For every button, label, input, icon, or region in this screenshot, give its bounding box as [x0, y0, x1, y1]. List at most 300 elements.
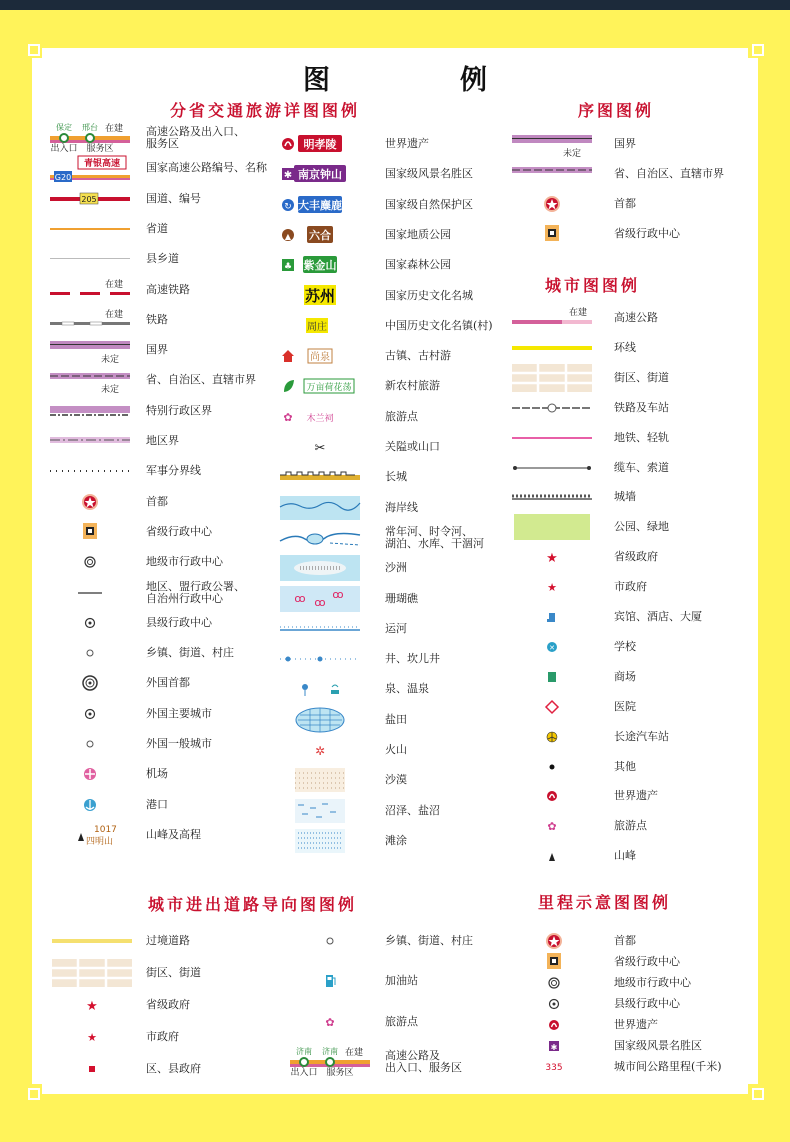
legend-item	[280, 462, 505, 492]
legend-item	[280, 159, 505, 189]
foreign-city-icon	[50, 729, 130, 759]
legend-item-label: 运河	[385, 622, 407, 635]
legend-item	[50, 335, 296, 365]
legend-item-label: 珊瑚礁	[385, 592, 418, 605]
legend-item-label: 省道	[146, 222, 168, 235]
legend-item	[290, 1047, 505, 1077]
legend-item	[512, 303, 754, 333]
legend-item-label: 海岸线	[385, 501, 418, 514]
other-icon	[512, 752, 592, 782]
legend-item-label: 井、坎儿井	[385, 652, 440, 665]
legend-item	[280, 371, 505, 401]
legend-item-label: 铁路及车站	[614, 401, 669, 414]
legend-item-label: 沙漠	[385, 773, 407, 786]
town-icon	[290, 926, 370, 956]
park-icon	[512, 512, 592, 542]
marsh-icon	[280, 796, 360, 826]
legend-item-label: 古镇、古村游	[385, 349, 451, 362]
legend-item-label: 其他	[614, 760, 636, 773]
great-wall-icon	[280, 462, 360, 492]
legend-item	[280, 735, 505, 765]
legend-item	[512, 841, 754, 871]
legend-item-label: 市政府	[146, 1030, 179, 1043]
salt-field-icon	[280, 705, 360, 735]
svg-text:万亩荷花荡: 万亩荷花荡	[306, 383, 352, 393]
legend-item-label: 机场	[146, 767, 168, 780]
prefecture-office-icon	[50, 578, 130, 608]
svg-text:ꝏ: ꝏ	[332, 588, 344, 601]
legend-item	[512, 159, 754, 189]
legend-item	[280, 584, 505, 614]
svg-text:邢台: 邢台	[82, 123, 98, 132]
svg-text:▲: ▲	[284, 232, 292, 241]
tourist-spot-icon	[512, 811, 592, 841]
frame-corner	[748, 40, 766, 58]
legend-item-label: 外国主要城市	[146, 707, 212, 720]
svg-text:保定: 保定	[56, 123, 72, 132]
legend-item-label: 首都	[614, 934, 636, 947]
legend-item-label: 国家高速公路编号、名称	[146, 161, 267, 174]
sandbar-icon	[280, 553, 360, 583]
svg-text:服务区: 服务区	[326, 1068, 354, 1078]
river-lake-icon	[280, 523, 360, 553]
mall-icon	[512, 662, 592, 692]
svg-text:★: ★	[547, 581, 557, 594]
legend-item-label: 缆车、索道	[614, 461, 669, 474]
ancient-town-icon	[280, 341, 360, 371]
railway-station-icon	[512, 393, 592, 423]
legend-item	[50, 608, 296, 638]
legend-item-label: 国家级风景名胜区	[385, 167, 473, 180]
legend-item	[512, 602, 754, 632]
legend-item-label: 沙洲	[385, 561, 407, 574]
svg-text:出入口: 出入口	[50, 144, 78, 154]
legend-item	[50, 214, 296, 244]
legend-item-label: 国界	[614, 137, 636, 150]
legend-item-label: 中国历史文化名镇(村)	[385, 319, 493, 332]
svg-text:✱: ✱	[283, 170, 293, 181]
foreign-major-city-icon	[50, 699, 130, 729]
svg-text:木兰祠: 木兰祠	[306, 414, 334, 424]
legend-item-label: 宾馆、酒店、大厦	[614, 610, 702, 623]
legend-item	[52, 926, 266, 956]
svg-text:四明山: 四明山	[86, 837, 114, 847]
legend-item-label: 乡镇、街道、村庄	[146, 646, 234, 659]
legend-item	[280, 523, 505, 553]
legend-item-label: 长途汽车站	[614, 730, 669, 743]
legend-item	[280, 705, 505, 735]
port-icon	[50, 790, 130, 820]
legend-item-label: 公园、绿地	[614, 520, 669, 533]
svg-text:✱: ✱	[550, 1043, 558, 1052]
airport-icon	[50, 759, 130, 789]
expressway-entrance-icon	[290, 1047, 370, 1077]
svg-text:青银高速: 青银高速	[83, 159, 121, 169]
legend-item	[512, 333, 754, 363]
legend-item	[50, 578, 296, 608]
world-heritage-icon	[512, 781, 592, 811]
historic-city-icon	[280, 281, 360, 311]
legend-item-label: 旅游点	[614, 819, 647, 832]
legend-item	[512, 393, 754, 423]
prefecture-border-icon	[50, 426, 130, 456]
frame-corner	[748, 1084, 766, 1102]
legend-item	[280, 826, 505, 856]
legend-item	[52, 990, 266, 1020]
legend-item	[50, 759, 296, 789]
legend-item-label: 学校	[614, 640, 636, 653]
legend-item	[512, 811, 754, 841]
town-icon	[50, 638, 130, 668]
legend-item	[280, 281, 505, 311]
svg-text:出入口: 出入口	[290, 1068, 318, 1078]
legend-item-label: 乡镇、街道、村庄	[385, 934, 473, 947]
svg-text:济南: 济南	[322, 1047, 338, 1056]
bus-station-icon	[512, 722, 592, 752]
coral-reef-icon	[280, 584, 360, 614]
legend-item	[512, 423, 754, 453]
legend-item	[280, 190, 505, 220]
spring-icon	[280, 674, 360, 704]
provincial-government-icon	[512, 542, 592, 572]
city-government-icon	[512, 572, 592, 602]
national-road-icon	[50, 184, 130, 214]
rural-tourism-icon	[280, 371, 360, 401]
provincial-border-icon	[512, 159, 592, 189]
svg-text:大丰麋鹿: 大丰麋鹿	[298, 199, 342, 212]
legend-item-label: 旅游点	[385, 410, 418, 423]
legend-item-label: 港口	[146, 798, 168, 811]
svg-text:★: ★	[87, 1031, 97, 1044]
legend-item	[512, 219, 754, 249]
legend-item-label: 省级行政中心	[614, 955, 680, 968]
well-icon	[280, 644, 360, 674]
legend-item	[512, 453, 754, 483]
legend-item	[52, 958, 266, 988]
legend-item	[50, 275, 296, 305]
svg-text:G20: G20	[54, 173, 72, 182]
capital-icon	[512, 189, 592, 219]
legend-item-label: 高速铁路	[146, 283, 190, 296]
svg-text:✿: ✿	[325, 1016, 335, 1029]
legend-item-label: 国家地质公园	[385, 228, 451, 241]
volcano-icon	[280, 735, 360, 765]
legend-item-label: 火山	[385, 743, 407, 756]
provincial-capital-icon	[50, 517, 130, 547]
legend-item-label: 市政府	[614, 580, 647, 593]
expressway-icon	[512, 303, 592, 333]
canal-icon	[280, 614, 360, 644]
svg-text:在建: 在建	[568, 308, 588, 318]
legend-item-label: 首都	[614, 197, 636, 210]
svg-text:周庄: 周庄	[307, 322, 327, 333]
legend-item-label: 旅游点	[385, 1015, 418, 1028]
svg-text:★: ★	[86, 999, 98, 1014]
legend-item	[280, 341, 505, 371]
legend-item-label: 滩涂	[385, 834, 407, 847]
legend-item-label: 省级政府	[614, 550, 658, 563]
legend-item	[280, 311, 505, 341]
legend-item-label: 铁路	[146, 313, 168, 326]
legend-item	[290, 966, 505, 996]
foreign-capital-icon	[50, 668, 130, 698]
tourist-spot-icon	[290, 1007, 370, 1037]
capital-icon	[50, 487, 130, 517]
legend-item	[512, 692, 754, 722]
provincial-capital-icon	[512, 219, 592, 249]
svg-text:紫金山: 紫金山	[303, 259, 337, 272]
svg-text:南京钟山: 南京钟山	[298, 168, 342, 181]
military-line-icon	[50, 456, 130, 486]
legend-item-label: 国家级风景名胜区	[614, 1039, 702, 1052]
legend-item	[50, 365, 296, 395]
legend-item-label: 国家历史文化名城	[385, 289, 473, 302]
district-government-icon	[52, 1054, 132, 1084]
legend-item	[290, 926, 505, 956]
scenic-area-icon	[280, 159, 360, 189]
transit-road-icon	[52, 926, 132, 956]
legend-item-label: 城墙	[614, 490, 636, 503]
legend-item-label: 街区、街道	[146, 966, 201, 979]
legend-item-label: 街区、街道	[614, 371, 669, 384]
legend-item-label: 国道、编号	[146, 192, 201, 205]
legend-item-label: 省、自治区、直辖市界	[146, 373, 256, 386]
svg-text:335: 335	[545, 1063, 563, 1073]
legend-item	[512, 189, 754, 219]
svg-text:✕: ✕	[549, 644, 555, 652]
page-title: 图例	[303, 65, 617, 96]
legend-item	[50, 729, 296, 759]
world-heritage-icon	[280, 129, 360, 159]
tourist-spot-icon	[280, 402, 360, 432]
svg-text:明孝陵: 明孝陵	[303, 138, 337, 151]
legend-item	[280, 493, 505, 523]
legend-item-label: 医院	[614, 700, 636, 713]
legend-item-label: 加油站	[385, 974, 418, 987]
ring-road-icon	[512, 333, 592, 363]
legend-item-label: 县级行政中心	[146, 616, 212, 629]
svg-text:未定: 未定	[100, 355, 120, 365]
legend-item-label: 高速公路及 出入口、服务区	[385, 1049, 462, 1074]
legend-item-label: 外国首都	[146, 676, 190, 689]
svg-text:未定: 未定	[562, 149, 582, 159]
svg-text:★: ★	[546, 551, 558, 566]
legend-item	[280, 129, 505, 159]
legend-item	[512, 662, 754, 692]
legend-item-label: 常年河、时令河、 湖泊、水库、干涸河	[385, 525, 484, 550]
svg-text:尚泉: 尚泉	[310, 352, 330, 363]
gas-station-icon	[290, 966, 370, 996]
legend-item-label: 国家森林公园	[385, 258, 451, 271]
legend-item-label: 特别行政区界	[146, 404, 212, 417]
legend-item	[290, 1007, 505, 1037]
legend-item	[50, 153, 296, 183]
legend-item-label: 城市间公路里程(千米)	[614, 1060, 722, 1073]
provincial-government-icon	[52, 990, 132, 1020]
legend-item-label: 关隘或山口	[385, 440, 440, 453]
svg-text:205: 205	[81, 195, 97, 204]
legend-item	[50, 547, 296, 577]
provincial-border-icon	[50, 365, 130, 395]
section-title-road-guide: 城市进出道路导向图图例	[148, 895, 358, 914]
section-title-city: 城市图图例	[545, 276, 641, 295]
high-speed-rail-icon	[50, 275, 130, 305]
county-road-icon	[50, 244, 130, 274]
street-block-icon	[512, 363, 592, 393]
legend-item	[280, 796, 505, 826]
svg-text:✂: ✂	[314, 441, 326, 456]
svg-text:✿: ✿	[547, 820, 557, 833]
legend-item-label: 地区、盟行政公署、 自治州行政中心	[146, 580, 245, 605]
legend-item	[512, 632, 754, 662]
legend-item	[512, 781, 754, 811]
legend-item	[52, 1054, 266, 1084]
svg-text:✿: ✿	[283, 411, 293, 424]
city-government-icon	[52, 1022, 132, 1052]
legend-item	[280, 250, 505, 280]
cable-car-icon	[512, 453, 592, 483]
legend-item	[280, 614, 505, 644]
legend-item-label: 首都	[146, 495, 168, 508]
frame-corner	[24, 40, 42, 58]
svg-text:在建: 在建	[104, 310, 124, 320]
historic-town-icon	[280, 311, 360, 341]
national-border-icon	[50, 335, 130, 365]
legend-item-label: 盐田	[385, 713, 407, 726]
svg-text:未定: 未定	[100, 385, 120, 395]
legend-item-label: 区、县政府	[146, 1062, 201, 1075]
mountain-peak-icon	[512, 841, 592, 871]
legend-item	[50, 638, 296, 668]
legend-item	[52, 1022, 266, 1052]
expressway-entrance-icon	[50, 123, 130, 153]
legend-item-label: 地级市行政中心	[146, 555, 223, 568]
legend-item-label: 高速公路及出入口、 服务区	[146, 125, 245, 150]
legend-item	[280, 432, 505, 462]
svg-text:苏州: 苏州	[304, 287, 336, 305]
legend-item	[50, 426, 296, 456]
coastline-icon	[280, 493, 360, 523]
legend-item	[512, 363, 754, 393]
forest-park-icon	[280, 250, 360, 280]
national-expressway-number-icon	[50, 153, 130, 183]
svg-text:1017: 1017	[94, 825, 117, 835]
street-block-icon	[52, 958, 132, 988]
legend-item-label: 泉、温泉	[385, 682, 429, 695]
legend-item	[280, 402, 505, 432]
section-title-mileage: 里程示意图图例	[538, 893, 672, 912]
city-mileage-icon	[514, 1052, 594, 1082]
svg-text:在建: 在建	[344, 1048, 364, 1058]
svg-text:♣: ♣	[283, 262, 293, 272]
legend-item-label: 外国一般城市	[146, 737, 212, 750]
legend-item-label: 山峰及高程	[146, 828, 201, 841]
legend-item	[280, 220, 505, 250]
tidal-flat-icon	[280, 826, 360, 856]
legend-item	[512, 722, 754, 752]
legend-item	[512, 482, 754, 512]
legend-item-label: 世界遗产	[385, 137, 429, 150]
legend-item	[280, 765, 505, 795]
svg-text:ꝏ: ꝏ	[314, 596, 326, 609]
legend-item-label: 高速公路	[614, 311, 658, 324]
mountain-peak-icon	[50, 820, 130, 850]
legend-item-label: 省级政府	[146, 998, 190, 1011]
school-icon	[512, 632, 592, 662]
legend-item-label: 国界	[146, 343, 168, 356]
legend-item	[512, 572, 754, 602]
svg-text:ꝏ: ꝏ	[294, 592, 306, 605]
legend-item-label: 长城	[385, 470, 407, 483]
section-title-overview: 序图图例	[578, 101, 655, 120]
section-title-province: 分省交通旅游详图图例	[170, 101, 361, 120]
legend-item-label: 世界遗产	[614, 1018, 658, 1031]
legend-item-label: 县级行政中心	[614, 997, 680, 1010]
legend-item	[50, 699, 296, 729]
legend-item-label: 省级行政中心	[614, 227, 680, 240]
legend-item	[512, 752, 754, 782]
svg-text:济南: 济南	[296, 1047, 312, 1056]
legend-item	[280, 644, 505, 674]
legend-item	[50, 305, 296, 335]
legend-item	[50, 244, 296, 274]
legend-item	[50, 790, 296, 820]
legend-item	[512, 512, 754, 542]
legend-item-label: 世界遗产	[614, 789, 658, 802]
railway-icon	[50, 305, 130, 335]
legend-item	[512, 129, 754, 159]
hospital-icon	[512, 692, 592, 722]
nature-reserve-icon	[280, 190, 360, 220]
pass-icon	[280, 432, 360, 462]
svg-text:服务区: 服务区	[86, 144, 114, 154]
legend-item-label: 过境道路	[146, 934, 190, 947]
geopark-icon	[280, 220, 360, 250]
legend-item-label: 山峰	[614, 849, 636, 862]
legend-item	[50, 184, 296, 214]
legend-item	[50, 123, 296, 153]
svg-text:在建: 在建	[104, 124, 124, 134]
legend-item	[280, 553, 505, 583]
legend-item-label: 县乡道	[146, 252, 179, 265]
legend-item-label: 国家级自然保护区	[385, 198, 473, 211]
legend-item	[280, 674, 505, 704]
svg-text:六合: 六合	[309, 229, 331, 242]
legend-item-label: 环线	[614, 341, 636, 354]
top-bar	[0, 0, 790, 10]
legend-item	[50, 456, 296, 486]
legend-item-label: 军事分界线	[146, 464, 201, 477]
legend-item-label: 地铁、轻轨	[614, 431, 669, 444]
desert-icon	[280, 765, 360, 795]
legend-item	[50, 487, 296, 517]
legend-item	[50, 396, 296, 426]
legend-item	[50, 668, 296, 698]
prefecture-city-icon	[50, 547, 130, 577]
frame-corner	[24, 1084, 42, 1102]
svg-text:↻: ↻	[284, 202, 292, 212]
legend-item	[514, 1052, 754, 1082]
legend-item	[512, 542, 754, 572]
legend-item-label: 省、自治区、直辖市界	[614, 167, 724, 180]
legend-item-label: 省级行政中心	[146, 525, 212, 538]
hotel-icon	[512, 602, 592, 632]
city-wall-icon	[512, 482, 592, 512]
national-border-icon	[512, 129, 592, 159]
legend-item-label: 地区界	[146, 434, 179, 447]
legend-item-label: 商场	[614, 670, 636, 683]
svg-text:在建: 在建	[104, 280, 124, 290]
